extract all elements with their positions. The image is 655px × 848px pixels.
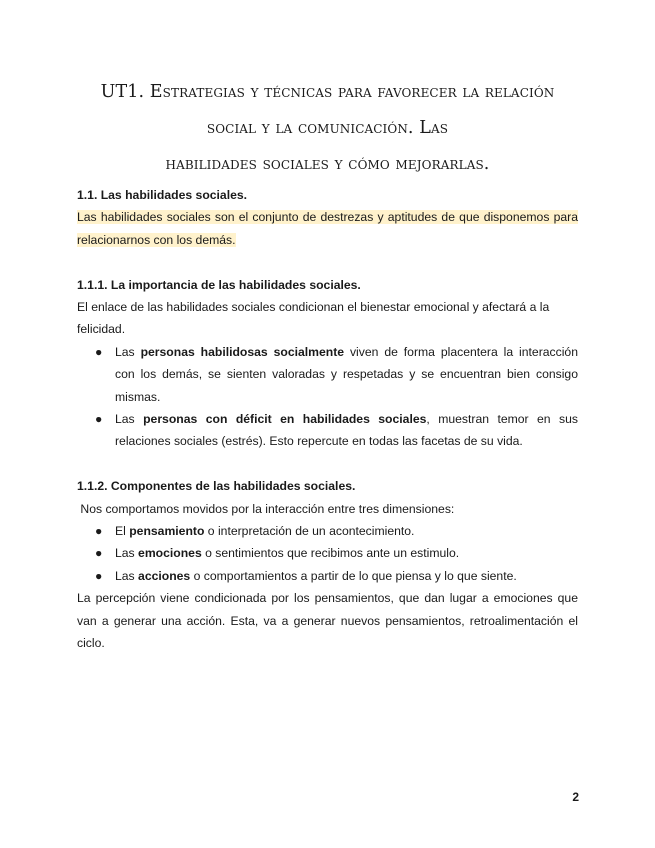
bullet-icon: ●	[95, 568, 103, 583]
list-item: ● Las personas habilidosas socialmente viven de forma placentera la interacción con los demás, se sienten valoradas y respetadas y se encuentran bien consigo mismas.	[115, 341, 578, 408]
importance-bullet-list	[77, 341, 578, 453]
bullet-icon: ●	[95, 412, 103, 427]
list-item: ● Las personas con déficit en habilidades sociales, muestran temor en sus relaciones sociales (estrés). Esto repercute en todas las facetas de su vida.	[115, 408, 578, 453]
title-line-1: UT1. Estrategias y técnicas para favorecer la relación social y la comunicación. Las	[100, 82, 555, 138]
section-heading-1-1-1: 1.1.1. La importancia de las habilidades sociales.	[77, 277, 361, 292]
document-title	[77, 74, 578, 182]
definition-paragraph	[77, 206, 578, 251]
list-item: ● Las acciones o comportamientos a partir de lo que piensa y lo que siente.	[115, 565, 578, 587]
bold-term: emociones	[138, 546, 202, 561]
bullet-icon: ●	[95, 546, 103, 561]
list-item: ● El pensamiento o interpretación de un acontecimiento.	[115, 520, 578, 542]
bold-term: personas habilidosas socialmente	[140, 344, 345, 359]
bold-term: acciones	[138, 568, 191, 583]
importance-intro: El enlace de las habilidades sociales condicionan el bienestar emocional y afectará a la felicidad.	[77, 300, 550, 337]
bullet-icon: ●	[95, 344, 103, 359]
closing-paragraph: La percepción viene condicionada por los pensamientos, que dan lugar a emociones que van a generar una acción. Esta, va a generar nuevos pensamientos, retroalimentación el ciclo.	[77, 591, 578, 651]
section-heading-1-1: 1.1. Las habilidades sociales.	[77, 188, 248, 202]
title-line-2: habilidades sociales y cómo mejorarlas.	[165, 154, 490, 174]
bold-term: personas con déficit en habilidades sociales	[143, 412, 427, 427]
bold-term: pensamiento	[129, 524, 205, 539]
highlighted-definition: Las habilidades sociales son el conjunto de destrezas y aptitudes de que disponemos para relacionarnos con los demás.	[77, 210, 578, 247]
section-heading-1-1-2: 1.1.2. Componentes de las habilidades sociales.	[77, 479, 356, 494]
components-intro: Nos comportamos movidos por la interacción entre tres dimensiones:	[77, 501, 455, 516]
bullet-icon: ●	[95, 524, 103, 539]
list-item: ● Las emociones o sentimientos que recibimos ante un estimulo.	[115, 542, 578, 564]
page-number: 2	[572, 790, 579, 804]
spacer	[77, 453, 578, 475]
spacer	[77, 251, 578, 273]
components-bullet-list	[77, 520, 578, 587]
